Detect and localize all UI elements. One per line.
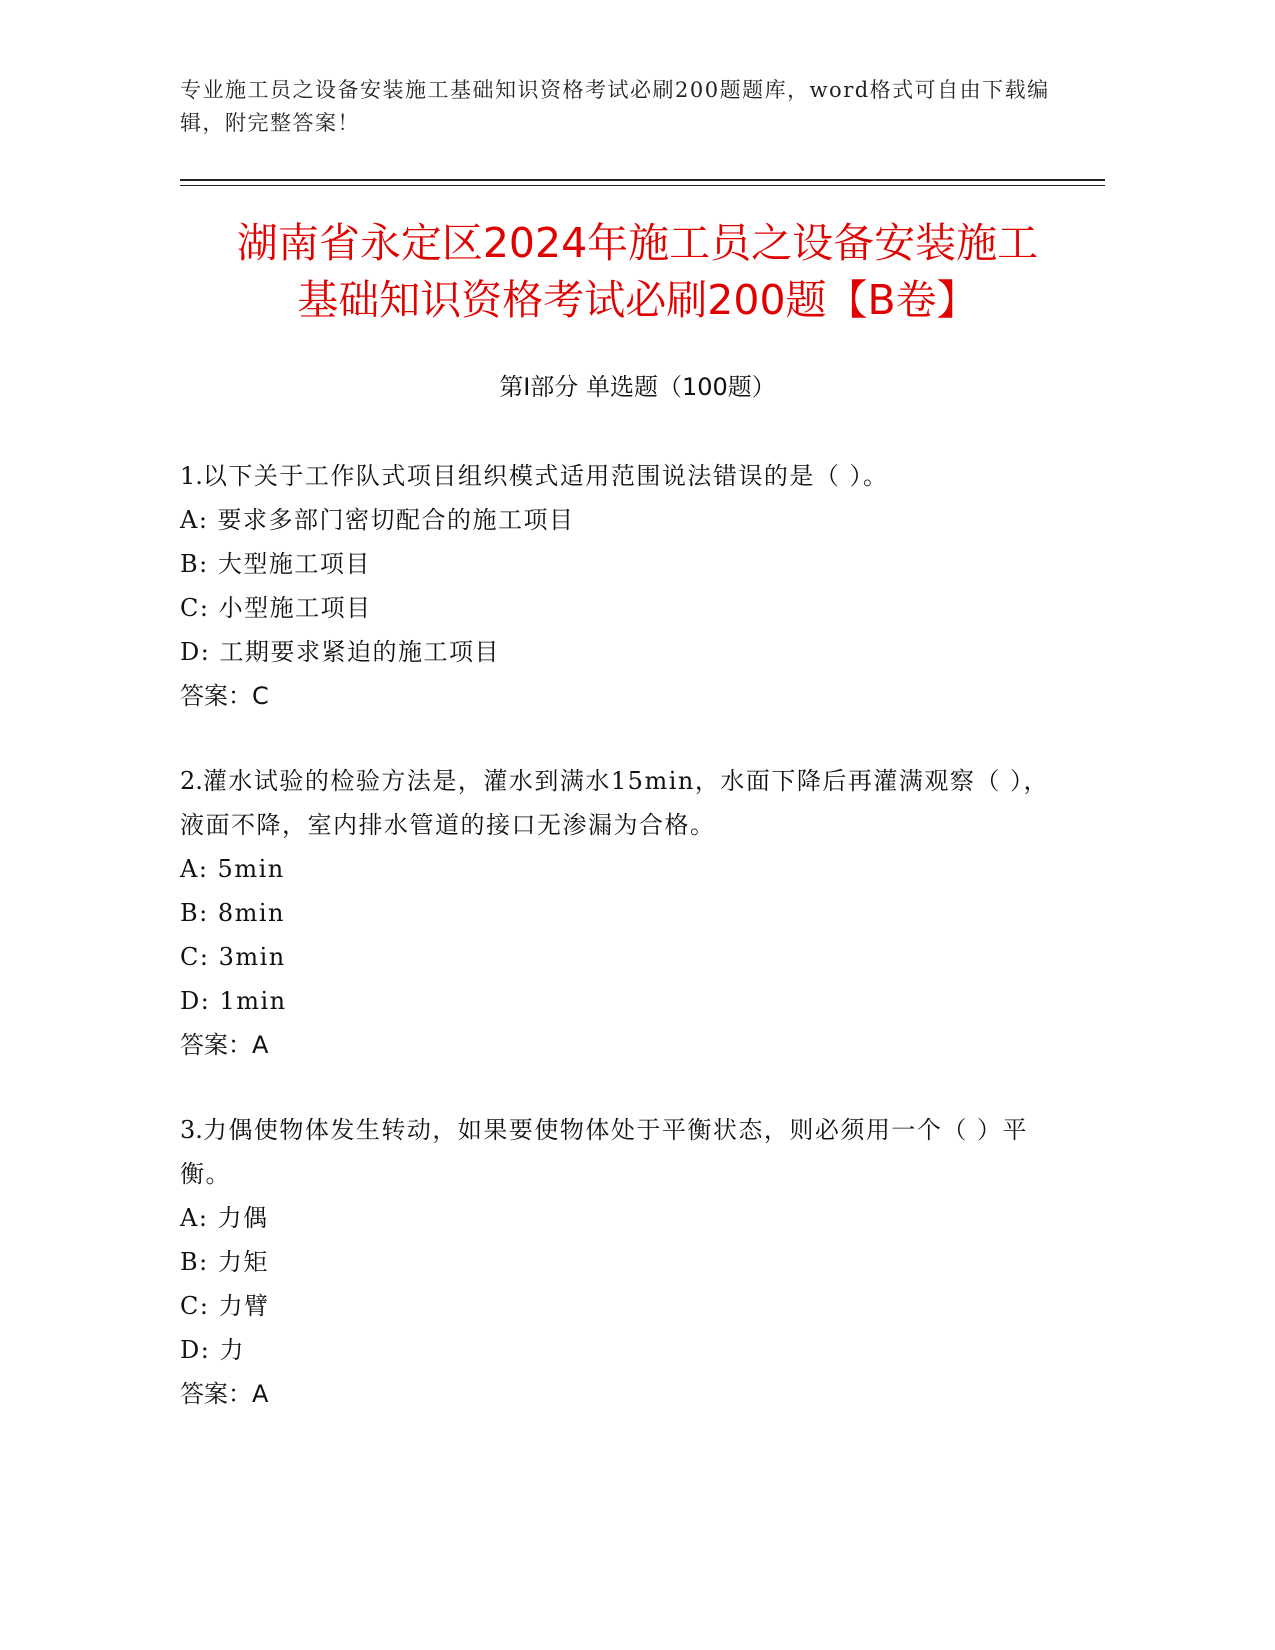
question-item — [180, 454, 1060, 718]
answer: 答案：A — [180, 1380, 269, 1408]
option-d: D: 1min — [180, 987, 287, 1015]
document-title-line-1: 湖南省永定区2024年施工员之设备安装施工 — [236, 219, 1039, 267]
option-c: C: 力臂 — [180, 1292, 270, 1320]
question-number: 3. — [180, 1116, 203, 1144]
header-divider-thin — [180, 185, 1105, 186]
header-divider-thick — [180, 179, 1105, 181]
question-item — [180, 1108, 1060, 1416]
question-list — [180, 454, 1060, 1457]
question-text: 力偶使物体发生转动，如果要使物体处于平衡状态，则必须用一个（ ）平衡。 — [180, 1116, 1029, 1188]
option-a: A: 5min — [180, 855, 285, 883]
option-b: B: 力矩 — [180, 1248, 269, 1276]
question-text: 灌水试验的检验方法是，灌水到满水15min，水面下降后再灌满观察（ ），液面不降，室内排水管道的接口无渗漏为合格。 — [180, 767, 1049, 839]
question-text: 以下关于工作队式项目组织模式适用范围说法错误的是（ ）。 — [202, 462, 889, 490]
option-b: B: 8min — [180, 899, 286, 927]
option-a: A: 要求多部门密切配合的施工项目 — [180, 506, 575, 534]
question-stem — [180, 759, 1060, 847]
option-c: C: 3min — [180, 943, 286, 971]
option-b: B: 大型施工项目 — [180, 550, 371, 578]
question-number: 2. — [180, 767, 203, 795]
document-title — [175, 215, 1100, 329]
section-title: 第Ⅰ部分 单选题（100题） — [499, 373, 776, 401]
question-stem — [180, 454, 1060, 498]
option-d: D: 工期要求紧迫的施工项目 — [180, 638, 500, 666]
option-d: D: 力 — [180, 1336, 245, 1364]
option-c: C: 小型施工项目 — [180, 594, 372, 622]
option-a: A: 力偶 — [180, 1204, 269, 1232]
document-title-line-2: 基础知识资格考试必刷200题【B卷】 — [297, 276, 978, 324]
answer: 答案：A — [180, 1031, 269, 1059]
question-item — [180, 759, 1060, 1067]
question-stem — [180, 1108, 1060, 1196]
answer: 答案：C — [180, 682, 269, 710]
question-number: 1. — [180, 462, 203, 490]
header-note: 专业施工员之设备安装施工基础知识资格考试必刷200题题库，word格式可自由下载编辑，附完整答案！ — [180, 78, 1050, 135]
